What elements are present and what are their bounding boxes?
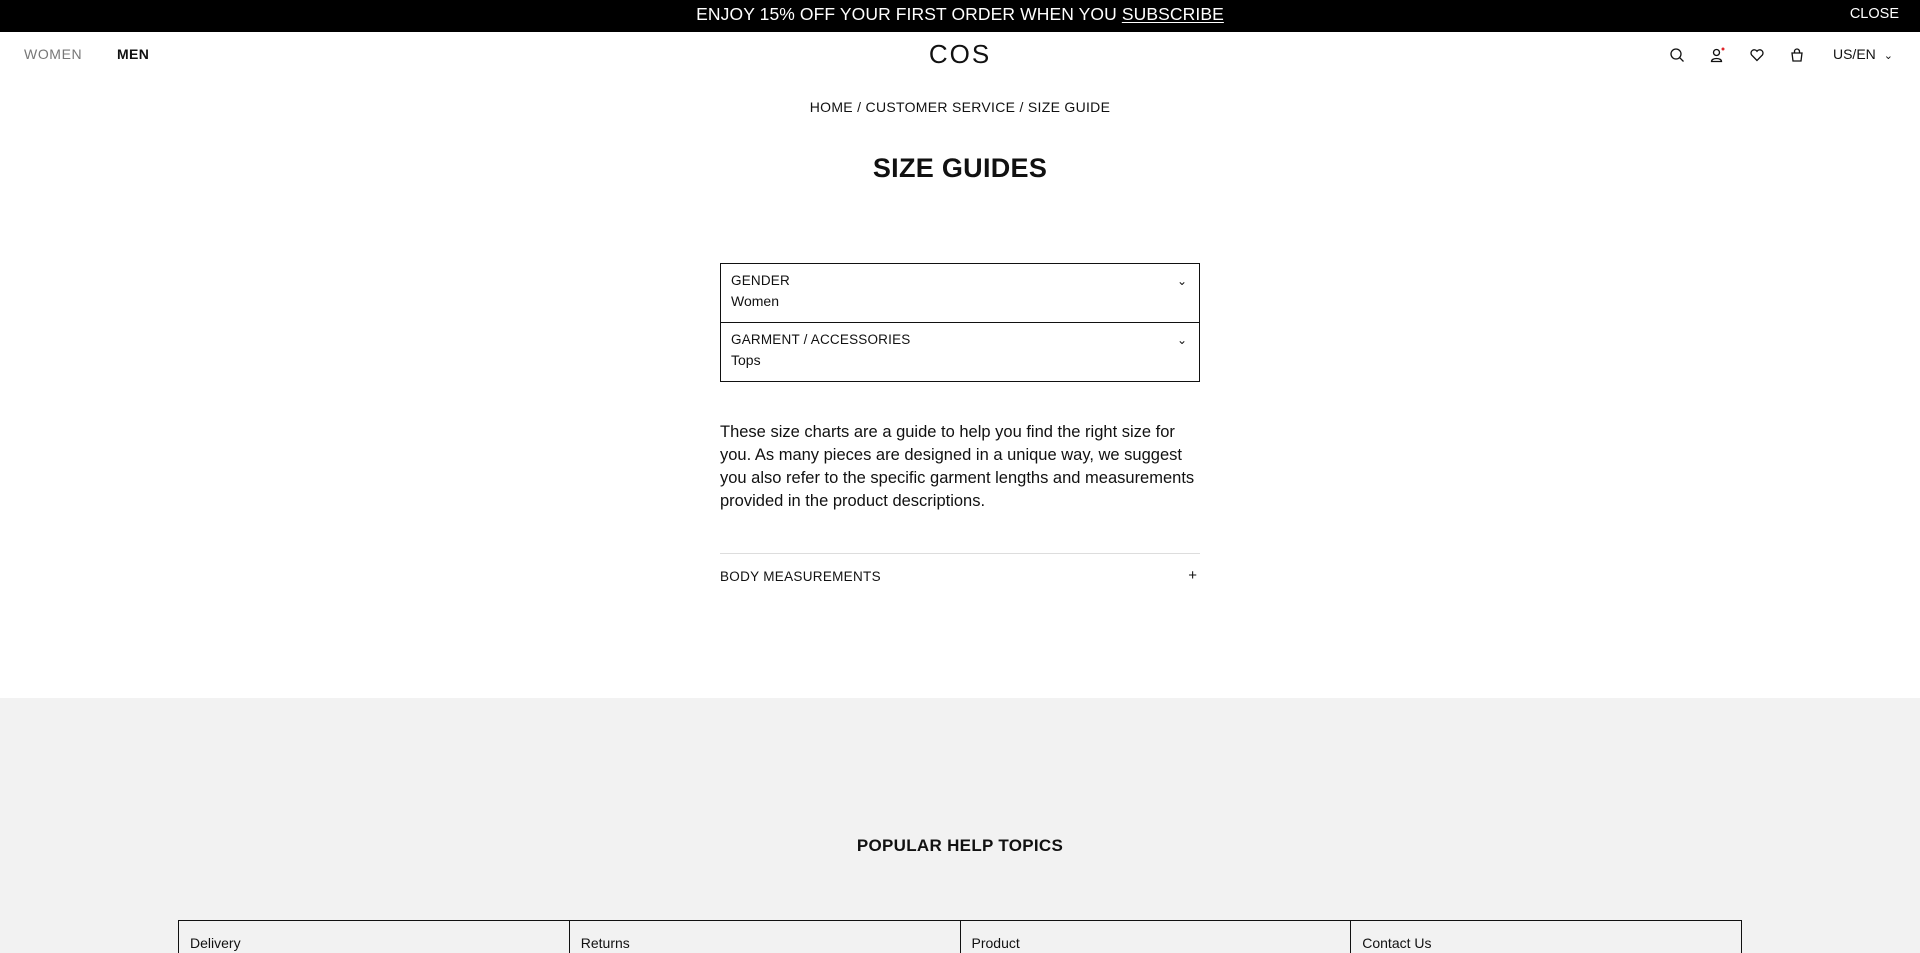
body-measurements-accordion[interactable] xyxy=(720,553,1200,599)
promo-banner xyxy=(0,0,1920,32)
help-title: POPULAR HELP TOPICS xyxy=(856,836,1064,855)
subscribe-link[interactable]: SUBSCRIBE xyxy=(1121,4,1224,24)
breadcrumb-size-guide[interactable]: SIZE GUIDE xyxy=(1027,99,1111,115)
topic-returns[interactable] xyxy=(570,921,961,953)
account-icon[interactable] xyxy=(1709,47,1725,63)
gender-value: Women xyxy=(731,293,779,309)
breadcrumb xyxy=(0,99,1920,115)
breadcrumb-separator: / xyxy=(857,99,866,115)
topic-delivery[interactable] xyxy=(179,921,570,953)
promo-message xyxy=(0,0,1920,29)
search-icon[interactable] xyxy=(1669,47,1685,63)
cos-logo[interactable]: COS xyxy=(928,39,992,69)
help-topics xyxy=(178,920,1742,953)
gender-label: GENDER xyxy=(731,273,790,288)
topic-label: Returns xyxy=(580,935,630,951)
gender-select[interactable] xyxy=(720,263,1200,323)
bag-icon[interactable] xyxy=(1789,47,1805,63)
accordion-label: BODY MEASUREMENTS xyxy=(720,569,881,584)
topic-label: Product xyxy=(971,935,1020,951)
garment-select[interactable] xyxy=(720,322,1200,382)
help-section xyxy=(0,698,1920,953)
wishlist-icon[interactable] xyxy=(1749,47,1765,63)
nav-men-link[interactable]: MEN xyxy=(117,46,150,62)
garment-label: GARMENT / ACCESSORIES xyxy=(731,332,911,347)
chevron-down-icon: ⌄ xyxy=(1176,333,1187,347)
breadcrumb-separator: / xyxy=(1019,99,1028,115)
nav-women-link[interactable]: WOMEN xyxy=(24,46,83,62)
page-title: SIZE GUIDES xyxy=(872,153,1048,183)
locale-selector[interactable] xyxy=(1833,46,1893,62)
garment-value: Tops xyxy=(731,352,761,368)
topic-product[interactable] xyxy=(961,921,1352,953)
close-banner-button[interactable]: CLOSE xyxy=(1849,6,1899,22)
site-header xyxy=(0,32,1920,80)
chevron-down-icon: ⌄ xyxy=(1883,50,1893,62)
topic-label: Contact Us xyxy=(1362,935,1432,951)
locale-label: US/EN xyxy=(1832,46,1876,62)
breadcrumb-customer-service[interactable]: CUSTOMER SERVICE xyxy=(865,99,1016,115)
promo-text: ENJOY 15% OFF YOUR FIRST ORDER WHEN YOU xyxy=(696,4,1122,24)
topic-contact-us[interactable] xyxy=(1351,921,1741,953)
chevron-down-icon: ⌄ xyxy=(1176,274,1187,288)
breadcrumb-home[interactable]: HOME xyxy=(809,99,853,115)
size-guide-intro: These size charts are a guide to help you find the right size for you. As many pieces are designed in a unique way, we suggest you also refer to the specific garment lengths and measurements provided in the product descriptions. xyxy=(720,423,1195,510)
topic-label: Delivery xyxy=(190,935,241,951)
plus-icon: + xyxy=(1188,567,1197,584)
